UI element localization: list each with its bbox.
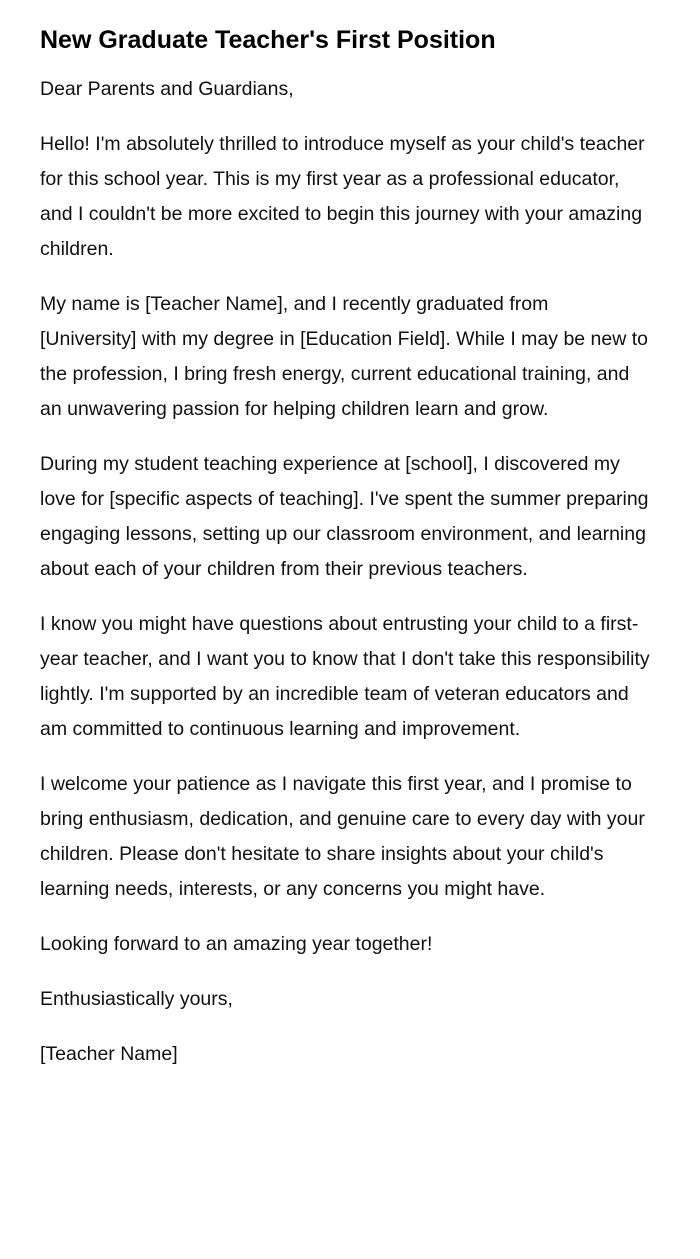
paragraph-introduction: Hello! I'm absolutely thrilled to introduce myself as your child's teacher for this school year. This is my first year as a professional educator, and I couldn't be more excited to begin this journey with your amazing children. <box>40 133 645 260</box>
salutation: Dear Parents and Guardians, <box>40 78 294 100</box>
letter <box>40 22 650 1072</box>
signature: [Teacher Name] <box>40 1043 178 1065</box>
letter-title: New Graduate Teacher's First Position <box>40 26 496 54</box>
paragraph-experience: During my student teaching experience at [school], I discovered my love for [specific aspects of teaching]. I've spent the summer preparing engaging lessons, setting up our classroom environment, and learning about each of your children from their previous teachers. <box>40 453 649 580</box>
closing: Enthusiastically yours, <box>40 988 233 1010</box>
paragraph-invitation: I welcome your patience as I navigate this first year, and I promise to bring enthusiasm, dedication, and genuine care to every day with your children. Please don't hesitate to share insights about your child's learning needs, interests, or any concerns you might have. <box>40 773 645 900</box>
paragraph-closing-line: Looking forward to an amazing year together! <box>40 933 433 955</box>
paragraph-reassurance: I know you might have questions about entrusting your child to a first-year teacher, and I want you to know that I don't take this responsibility lightly. I'm supported by an incredible team of veteran educators and am committed to continuous learning and improvement. <box>40 613 650 740</box>
paragraph-background: My name is [Teacher Name], and I recently graduated from [University] with my degree in [Education Field]. While I may be new to the profession, I bring fresh energy, current educational training, and an unwavering passion for helping children learn and grow. <box>40 293 649 420</box>
